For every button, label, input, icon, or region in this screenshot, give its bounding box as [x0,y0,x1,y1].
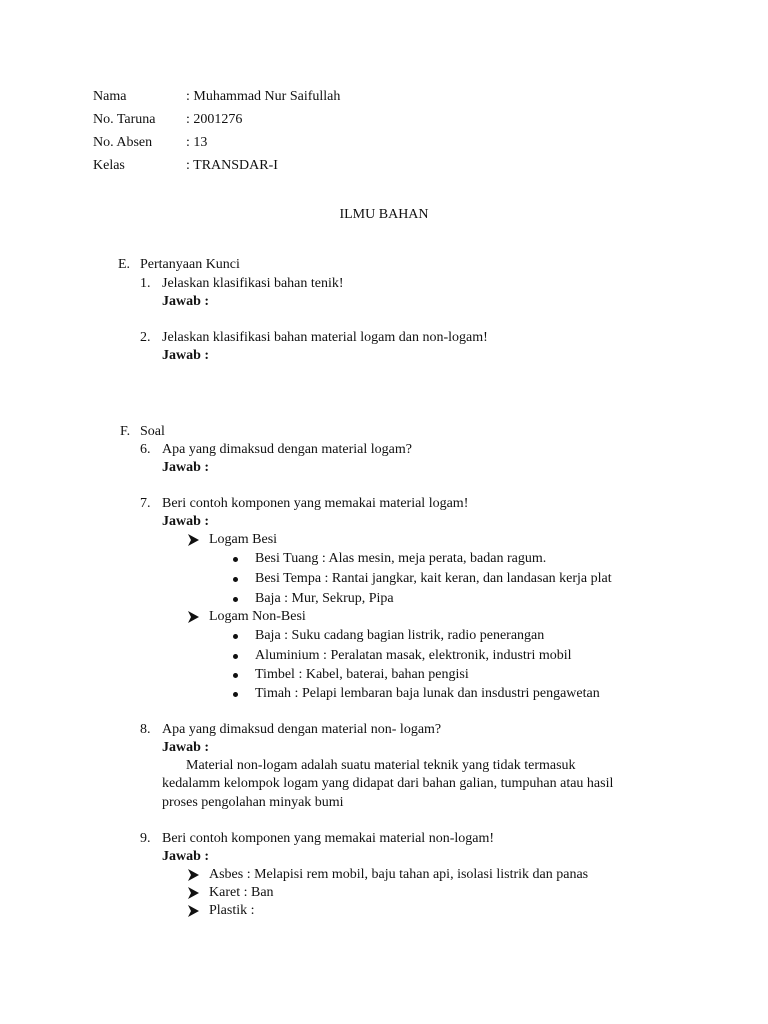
section-e-marker: E. [118,257,131,272]
bullet-dot-icon [233,692,238,697]
kelas-value: : TRANSDAR-I [186,158,278,173]
q8-answer-line: Material non-logam adalah suatu material teknik yang tidak termasuk [186,758,576,773]
q7-list-item: Timah : Pelapi lembaran baja lunak dan insdustri pengawetan [255,686,600,701]
q8-answer-line: proses pengolahan minyak bumi [162,795,344,810]
arrowhead-bullet-icon [187,904,200,918]
q1-text: Jelaskan klasifikasi bahan tenik! [162,276,344,291]
bullet-dot-icon [233,673,238,678]
q9-list-item: Asbes : Melapisi rem mobil, baju tahan api, isolasi listrik dan panas [209,867,589,882]
page-title: ILMU BAHAN [339,207,429,222]
taruna-label: No. Taruna [93,112,156,127]
q1-number: 1. [140,276,151,291]
q7-list-item: Baja : Suku cadang bagian listrik, radio penerangan [255,628,545,643]
q7-list-item: Baja : Mur, Sekrup, Pipa [255,591,394,606]
absen-label: No. Absen [93,135,153,150]
q7-group-logam-non-besi: Logam Non-Besi [209,609,306,624]
kelas-label: Kelas [93,158,125,173]
q6-answer-label: Jawab : [162,460,210,475]
q7-list-item: Besi Tuang : Alas mesin, meja perata, badan ragum. [255,551,547,566]
q8-answer-line: kedalamm kelompok logam yang didapat dari bahan galian, tumpuhan atau hasil [162,776,614,791]
arrowhead-bullet-icon [187,533,200,547]
bullet-dot-icon [233,634,238,639]
bullet-dot-icon [233,597,238,602]
q8-answer-label: Jawab : [162,740,210,755]
q6-text: Apa yang dimaksud dengan material logam? [162,442,412,457]
arrowhead-bullet-icon [187,886,200,900]
q6-number: 6. [140,442,151,457]
q8-text: Apa yang dimaksud dengan material non- logam? [162,722,442,737]
section-f-heading: Soal [140,424,165,439]
arrowhead-bullet-icon [187,868,200,882]
q7-list-item: Besi Tempa : Rantai jangkar, kait keran, dan landasan kerja plat [255,571,612,586]
q8-number: 8. [140,722,151,737]
nama-value: : Muhammad Nur Saifullah [186,89,341,104]
q7-text: Beri contoh komponen yang memakai material logam! [162,496,469,511]
q7-group-logam-besi: Logam Besi [209,532,278,547]
q9-list-item: Plastik : [209,903,255,918]
q9-answer-label: Jawab : [162,849,210,864]
q2-answer-label: Jawab : [162,348,210,363]
q7-answer-label: Jawab : [162,514,210,529]
q1-answer-label: Jawab : [162,294,210,309]
arrowhead-bullet-icon [187,610,200,624]
absen-value: : 13 [186,135,208,150]
bullet-dot-icon [233,654,238,659]
q2-text: Jelaskan klasifikasi bahan material logam dan non-logam! [162,330,488,345]
q7-list-item: Aluminium : Peralatan masak, elektronik, industri mobil [255,648,572,663]
q7-list-item: Timbel : Kabel, baterai, bahan pengisi [255,667,469,682]
section-e-heading: Pertanyaan Kunci [140,257,240,272]
nama-label: Nama [93,89,127,104]
q9-number: 9. [140,831,151,846]
q9-text: Beri contoh komponen yang memakai material non-logam! [162,831,495,846]
bullet-dot-icon [233,577,238,582]
q9-list-item: Karet : Ban [209,885,274,900]
taruna-value: : 2001276 [186,112,243,127]
q2-number: 2. [140,330,151,345]
section-f-marker: F. [120,424,131,439]
q7-number: 7. [140,496,151,511]
bullet-dot-icon [233,557,238,562]
